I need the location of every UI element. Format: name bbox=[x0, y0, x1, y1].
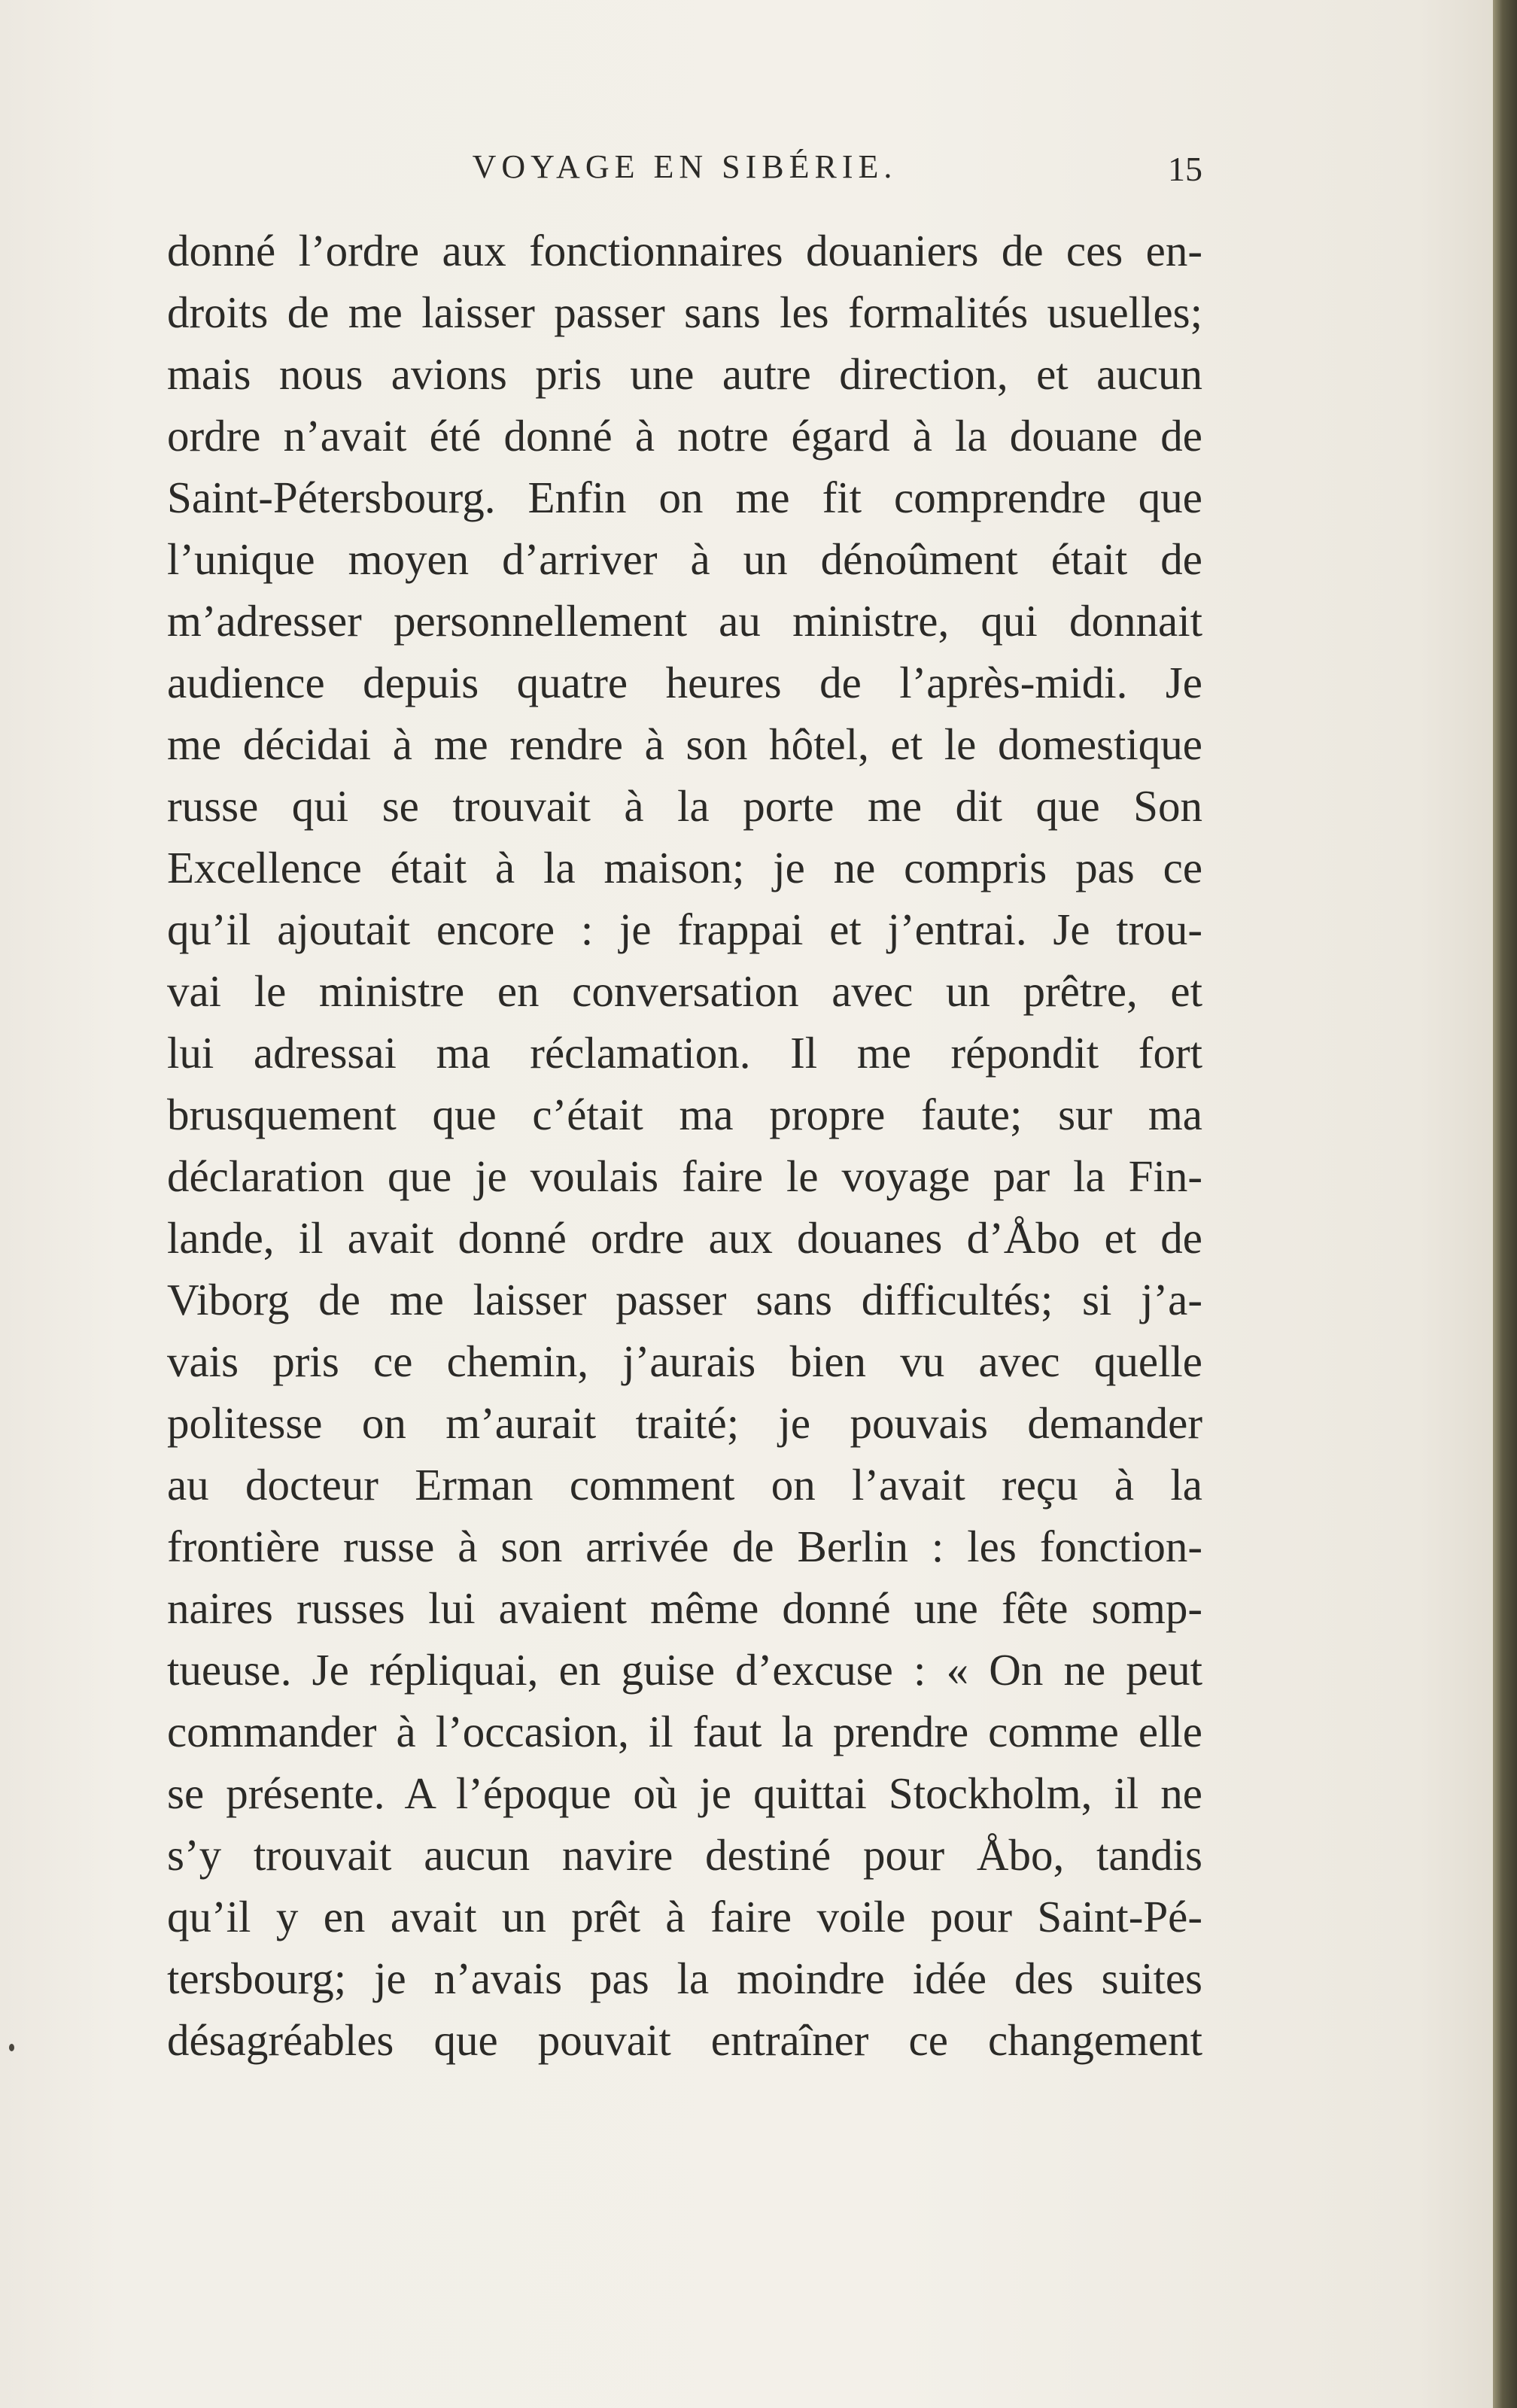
text-line: frontière russe à son arrivée de Berlin : les fonction- bbox=[167, 1522, 1202, 1571]
text-line: Excellence était à la maison; je ne compris pas ce bbox=[167, 843, 1202, 892]
text-line: vai le ministre en conversation avec un prêtre, et bbox=[167, 966, 1202, 1016]
text-line: brusquement que c’était ma propre faute; sur ma bbox=[167, 1090, 1202, 1139]
page-header bbox=[167, 147, 1202, 200]
text-line: qu’il ajoutait encore : je frappai et j’entrai. Je trou- bbox=[167, 905, 1202, 954]
text-line: qu’il y en avait un prêt à faire voile pour Saint-Pé- bbox=[167, 1892, 1202, 1941]
text-line: me décidai à me rendre à son hôtel, et le domestique bbox=[167, 719, 1202, 769]
text-line: russe qui se trouvait à la porte me dit que Son bbox=[167, 781, 1202, 831]
body-text bbox=[167, 220, 1202, 2071]
text-line: déclaration que je voulais faire le voyage par la Fin- bbox=[167, 1151, 1202, 1201]
text-line: politesse on m’aurait traité; je pouvais demander bbox=[167, 1398, 1202, 1448]
text-line: mais nous avions pris une autre direction, et aucun bbox=[167, 349, 1202, 399]
text-line: ordre n’avait été donné à notre égard à la douane de bbox=[167, 411, 1202, 461]
text-line: m’adresser personnellement au ministre, qui donnait bbox=[167, 596, 1202, 646]
text-line: se présente. A l’époque où je quittai Stockholm, il ne bbox=[167, 1768, 1202, 1818]
text-line: vais pris ce chemin, j’aurais bien vu avec quelle bbox=[167, 1336, 1202, 1386]
text-line: lui adressai ma réclamation. Il me répondit fort bbox=[167, 1028, 1202, 1078]
running-title: VOYAGE EN SIBÉRIE. bbox=[472, 148, 898, 185]
text-line: tersbourg; je n’avais pas la moindre idée des suites bbox=[167, 1953, 1202, 2003]
text-line: l’unique moyen d’arriver à un dénoûment était de bbox=[167, 534, 1202, 584]
text-line: Viborg de me laisser passer sans difficultés; si j’a- bbox=[167, 1275, 1202, 1324]
page-number: 15 bbox=[1168, 150, 1202, 188]
text-line: tueuse. Je répliquai, en guise d’excuse : « On ne peut bbox=[167, 1645, 1202, 1695]
text-line: au docteur Erman comment on l’avait reçu à la bbox=[167, 1460, 1202, 1510]
text-line: Saint-Pétersbourg. Enfin on me fit comprendre que bbox=[167, 473, 1202, 522]
text-line: lande, il avait donné ordre aux douanes d’Åbo et de bbox=[167, 1213, 1202, 1263]
text-line: commander à l’occasion, il faut la prendre comme elle bbox=[167, 1707, 1202, 1756]
text-line: désagréables que pouvait entraîner ce changement bbox=[167, 2015, 1202, 2065]
text-line: donné l’ordre aux fonctionnaires douaniers de ces en- bbox=[167, 226, 1202, 275]
paper-speck bbox=[9, 2044, 14, 2051]
text-line: droits de me laisser passer sans les formalités usuelles; bbox=[167, 287, 1202, 337]
text-line: naires russes lui avaient même donné une fête somp- bbox=[167, 1583, 1202, 1633]
book-binding-edge bbox=[1493, 0, 1517, 2408]
text-line: s’y trouvait aucun navire destiné pour Åbo, tandis bbox=[167, 1830, 1202, 1880]
text-line: audience depuis quatre heures de l’après-midi. Je bbox=[167, 658, 1202, 707]
